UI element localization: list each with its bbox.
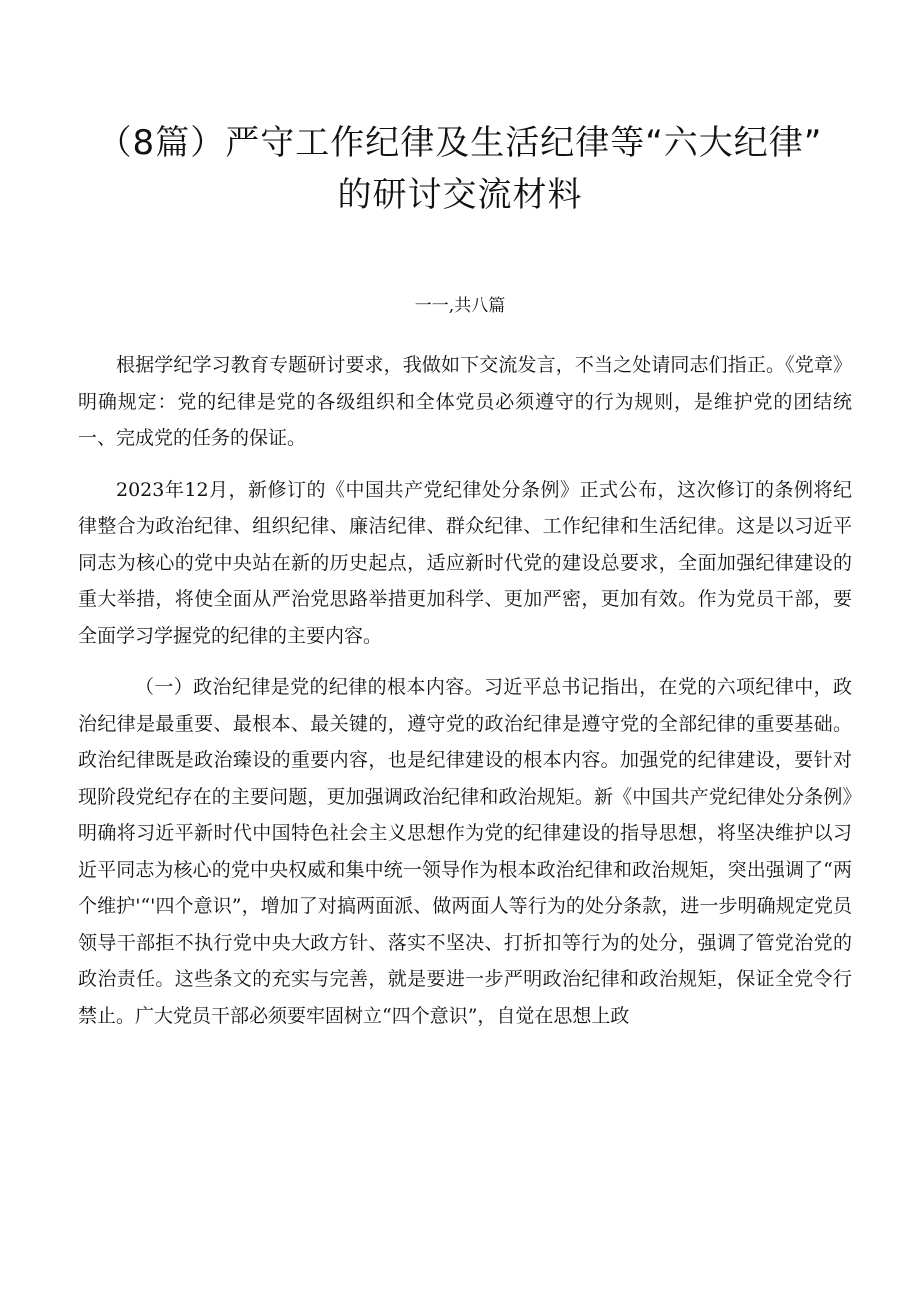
paragraph-3: （一）政治纪律是党的纪律的根本内容。习近平总书记指出，在党的六项纪律中，政治纪律是最重要、最根本、最关键的，遵守党的政治纪律是遵守党的全部纪律的重要基础。政治纪律既是政治臻设的重要内容，也是纪律建设的根本内容。加强党的纪律建设，要针对现阶段党纪存在的主要问题，更加强调政治纪律和政治规矩。新《中国共产党纪律处分条例》明确将习近平新时代中国特色社会主义思想作为党的纪律建设的指导思想，将坚决维护以习近平同志为核心的党中央权威和集中统一领导作为根本政治纪律和政治规矩，突出强调了“两个维护'“'四个意识”，增加了对搞两面派、做两面人等行为的处分条款，进一步明确规定党员领导干部拒不执行党中央大政方针、落实不坚决、打折扣等行为的处分，强调了管党治党的政治责任。这些条文的充实与完善，就是要进一步严明政治纪律和政治规矩，保证全党令行禁止。广大党员干部必须要牢固树立“四个意识”，自觉在思想上政 bbox=[78, 676, 852, 1027]
paragraph-2: 2023年12月，新修订的《中国共产党纪律处分条例》正式公布，这次修订的条例将纪律整合为政治纪律、组织纪律、廉洁纪律、群众纪律、工作纪律和生活纪律。这是以习近平同志为核心的党中央站在新的历史起点，适应新时代党的建设总要求，全面加强纪律建设的重大举措，将使全面从严治党思路举措更加科学、更加严密，更加有效。作为党员干部，要全面学习学握党的纪律的主要内容。 bbox=[78, 478, 852, 647]
document-subtitle: 一一,共八篇 bbox=[414, 296, 506, 316]
document-title-line-2: 的研讨交流材料 bbox=[337, 175, 583, 215]
document-title-line-1: （8篇）严守工作纪律及生活纪律等“六大纪律” bbox=[97, 123, 823, 163]
paragraph-1: 根据学纪学习教育专题研讨要求，我做如下交流发言，不当之处请同志们指正。《党章》明确规定：党的纪律是党的各级组织和全体党员必须遵守的行为规则，是维护党的团结统一、完成党的任务的保证。 bbox=[78, 354, 852, 449]
document-body bbox=[78, 347, 852, 1034]
